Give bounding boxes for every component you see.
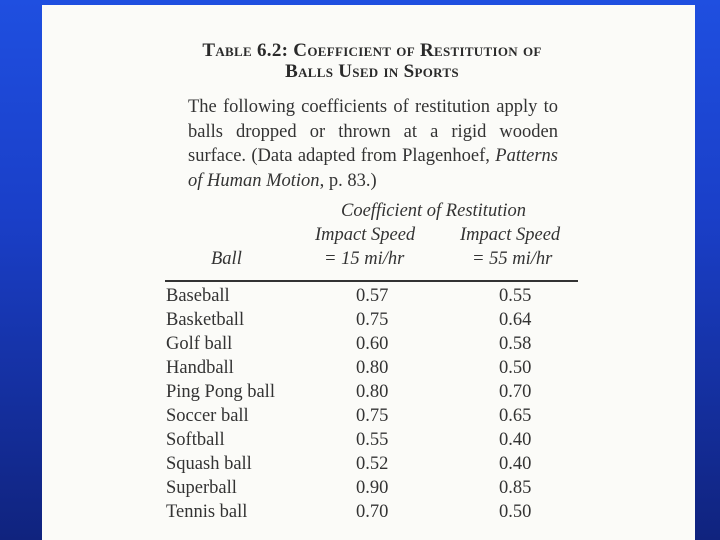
cell-ball: Tennis ball xyxy=(166,502,248,522)
table-row xyxy=(42,284,695,308)
caption-text: The following coefficients of restitution apply to balls dropped or thrown at a rigid wooden surface. (Data adapted from Plagenhoef, xyxy=(188,97,558,166)
header-rule xyxy=(165,280,578,282)
cell-v55: 0.40 xyxy=(499,430,532,450)
cell-ball: Soccer ball xyxy=(166,406,249,426)
cell-v55: 0.58 xyxy=(499,334,532,354)
cell-v15: 0.75 xyxy=(356,406,389,426)
table-row xyxy=(42,500,695,524)
cell-v55: 0.64 xyxy=(499,310,532,330)
cell-v15: 0.70 xyxy=(356,502,389,522)
cell-v55: 0.70 xyxy=(499,382,532,402)
table-title-line-1: Table 6.2: Coefficient of Restitution of xyxy=(202,40,542,61)
table-row xyxy=(42,308,695,332)
cell-ball: Golf ball xyxy=(166,334,233,354)
cell-v55: 0.50 xyxy=(499,502,532,522)
cell-ball: Baseball xyxy=(166,286,230,306)
cell-ball: Handball xyxy=(166,358,234,378)
cell-v55: 0.40 xyxy=(499,454,532,474)
header-col1-line1: Impact Speed xyxy=(315,225,416,245)
header-group-label: Coefficient of Restitution xyxy=(341,201,526,221)
cell-ball: Ping Pong ball xyxy=(166,382,275,402)
cell-v15: 0.80 xyxy=(356,358,389,378)
cell-v55: 0.55 xyxy=(499,286,532,306)
cell-ball: Softball xyxy=(166,430,225,450)
header-col2-line1: Impact Speed xyxy=(460,225,561,245)
table-row xyxy=(42,476,695,500)
cell-ball: Basketball xyxy=(166,310,245,330)
caption-book-title: Patterns of Human Motion xyxy=(188,146,558,191)
table-row xyxy=(42,452,695,476)
table-row xyxy=(42,404,695,428)
cell-v15: 0.60 xyxy=(356,334,389,354)
cell-v15: 0.52 xyxy=(356,454,389,474)
table-row xyxy=(42,380,695,404)
cell-ball: Superball xyxy=(166,478,237,498)
header-col1-line2: = 15 mi/hr xyxy=(324,249,405,269)
cell-v15: 0.75 xyxy=(356,310,389,330)
document-page xyxy=(42,5,695,540)
cell-v15: 0.90 xyxy=(356,478,389,498)
table-title xyxy=(167,40,577,82)
cell-v15: 0.80 xyxy=(356,382,389,402)
table-row xyxy=(42,332,695,356)
header-ball: Ball xyxy=(211,249,242,269)
header-col2-line2: = 55 mi/hr xyxy=(472,249,553,269)
cell-v15: 0.57 xyxy=(356,286,389,306)
cell-v55: 0.65 xyxy=(499,406,532,426)
table-row xyxy=(42,356,695,380)
table-caption xyxy=(188,95,558,193)
cell-v55: 0.50 xyxy=(499,358,532,378)
caption-page-ref: , p. 83.) xyxy=(319,170,377,191)
cell-v15: 0.55 xyxy=(356,430,389,450)
cell-v55: 0.85 xyxy=(499,478,532,498)
cell-ball: Squash ball xyxy=(166,454,252,474)
table-row xyxy=(42,428,695,452)
table-title-line-2: Balls Used in Sports xyxy=(285,61,459,82)
